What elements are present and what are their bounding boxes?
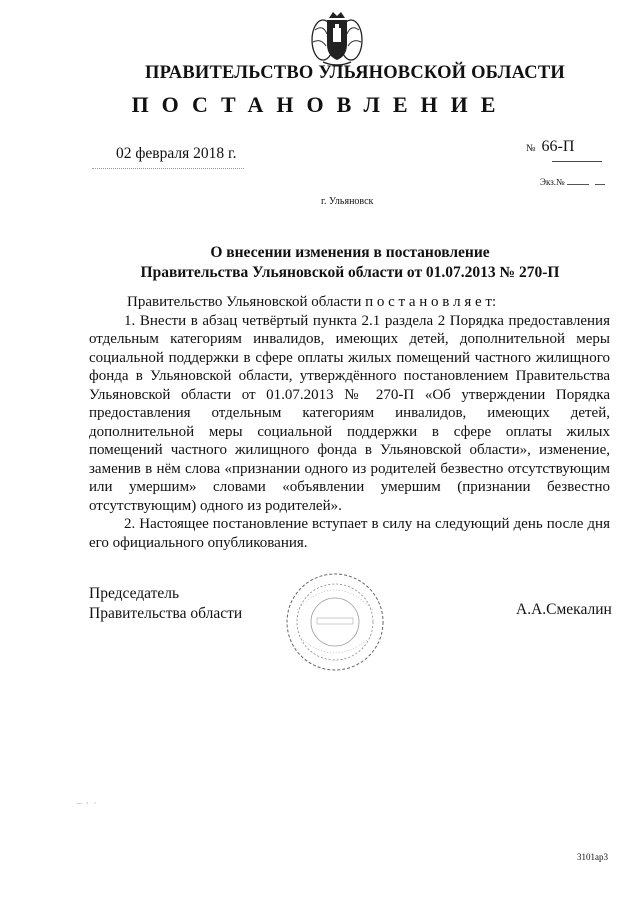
- document-subject: [90, 243, 610, 283]
- footer-code: 3101ар3: [577, 852, 608, 862]
- item-1: 1. Внести в абзац четвёртый пункта 2.1 раздела 2 Порядка предоставления отдельным категориям инвалидов, имеющих детей, дополнительной меры социальной поддержки в сфере оплаты жилых помещений частного жилищного фонда в Ульяновской области, утверждённого постановлением Правительства Ульяновской области от 01.07.2013 № 270-П «Об утверждении Порядка предоставления отдельным категориям инвалидов, имеющих детей, дополнительной меры социальной поддержки в сфере оплаты жилых помещений частного жилищного фонда в Ульяновской области», изменение, заменив в нём слова «признании одного из родителей безвестно отсутствующим или умершим» словами «объявлении умершим (признании безвестно отсутствующим) одного из родителей».: [89, 312, 610, 514]
- subject-line-1: О внесении изменения в постановление: [210, 244, 490, 261]
- official-seal-stamp-icon: [283, 570, 387, 674]
- scan-marks: – · ·: [77, 798, 97, 808]
- subject-line-2: Правительства Ульяновской области от 01.07.2013 № 270-П: [140, 264, 560, 281]
- document-type: ПОСТАНОВЛЕНИЕ: [131, 92, 509, 117]
- number-sign: №: [526, 143, 536, 154]
- number-value: 66-П: [541, 138, 575, 155]
- signatory-title-line-1: Председатель: [89, 585, 180, 602]
- document-body: [89, 293, 610, 552]
- signatory-title: [89, 584, 242, 624]
- signatory-title-line-2: Правительства области: [89, 605, 243, 622]
- number-underline: [552, 161, 602, 162]
- document-number: [526, 138, 574, 156]
- coat-of-arms-icon: [305, 8, 369, 68]
- item-2: 2. Настоящее постановление вступает в силу на следующий день после дня его официального опубликования.: [89, 516, 610, 551]
- city: г. Ульяновск: [321, 196, 374, 207]
- date-underline: [92, 168, 244, 169]
- government-title: ПРАВИТЕЛЬСТВО УЛЬЯНОВСКОЙ ОБЛАСТИ: [145, 63, 565, 83]
- copy-label: Экз.№: [540, 177, 565, 187]
- preamble: Правительство Ульяновской области п о с т а н о в л я е т:: [127, 294, 497, 310]
- copy-number: [540, 177, 605, 187]
- signatory-name: А.А.Смекалин: [516, 601, 612, 618]
- document-date: 02 февраля 2018 г.: [116, 145, 237, 162]
